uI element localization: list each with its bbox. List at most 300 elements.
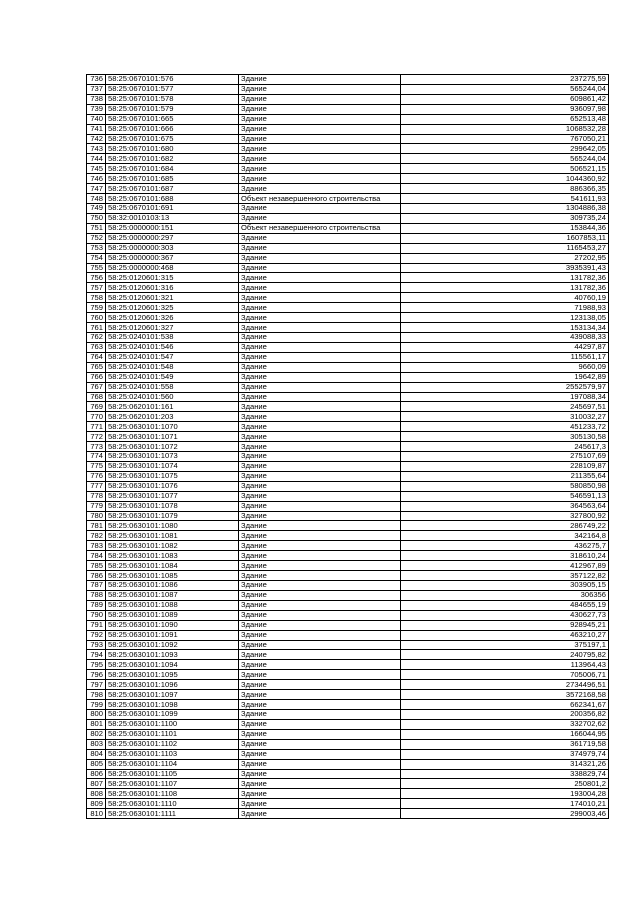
table-row [87, 342, 609, 352]
table-row [87, 581, 609, 591]
table-row [87, 769, 609, 779]
row-number: 808 [87, 789, 106, 799]
cadastral-number: 58:25:0120601:321 [106, 293, 239, 303]
cadastral-number: 58:25:0670101:691 [106, 203, 239, 213]
cadastral-value: 193004,28 [401, 789, 609, 799]
row-number: 788 [87, 590, 106, 600]
cadastral-number: 58:25:0240101:547 [106, 352, 239, 362]
object-type: Здание [239, 511, 401, 521]
cadastral-number: 58:25:0630101:1088 [106, 600, 239, 610]
cadastral-value: 166044,95 [401, 729, 609, 739]
cadastral-value: 245617,3 [401, 442, 609, 452]
cadastral-number: 58:25:0630101:1094 [106, 660, 239, 670]
cadastral-number: 58:25:0630101:1098 [106, 700, 239, 710]
row-number: 802 [87, 729, 106, 739]
table-row [87, 253, 609, 263]
cadastral-number: 58:25:0630101:1103 [106, 749, 239, 759]
row-number: 748 [87, 194, 106, 204]
table-row [87, 104, 609, 114]
cadastral-value: 237275,59 [401, 75, 609, 85]
table-row [87, 630, 609, 640]
object-type: Здание [239, 481, 401, 491]
cadastral-number: 58:25:0630101:1100 [106, 719, 239, 729]
row-number: 777 [87, 481, 106, 491]
cadastral-number: 58:25:0630101:1111 [106, 809, 239, 819]
cadastral-value: 299003,46 [401, 809, 609, 819]
cadastral-number: 58:25:0630101:1082 [106, 541, 239, 551]
table-row [87, 432, 609, 442]
row-number: 778 [87, 491, 106, 501]
cadastral-number: 58:25:0670101:577 [106, 84, 239, 94]
cadastral-value: 361719,58 [401, 739, 609, 749]
table-row [87, 452, 609, 462]
row-number: 754 [87, 253, 106, 263]
cadastral-value: 430627,73 [401, 610, 609, 620]
cadastral-number: 58:32:0010103:13 [106, 213, 239, 223]
object-type: Здание [239, 729, 401, 739]
table-row [87, 94, 609, 104]
table-row [87, 293, 609, 303]
object-type: Здание [239, 581, 401, 591]
cadastral-number: 58:25:0630101:1107 [106, 779, 239, 789]
table-row [87, 809, 609, 819]
cadastral-number: 58:25:0630101:1092 [106, 640, 239, 650]
row-number: 786 [87, 571, 106, 581]
object-type: Здание [239, 620, 401, 630]
row-number: 770 [87, 412, 106, 422]
cadastral-number: 58:25:0630101:1072 [106, 442, 239, 452]
cadastral-value: 19642,89 [401, 372, 609, 382]
object-type: Здание [239, 94, 401, 104]
object-type: Здание [239, 789, 401, 799]
object-type: Здание [239, 174, 401, 184]
row-number: 762 [87, 332, 106, 342]
row-number: 796 [87, 670, 106, 680]
object-type: Здание [239, 779, 401, 789]
object-type: Здание [239, 650, 401, 660]
table-row [87, 422, 609, 432]
object-type: Здание [239, 600, 401, 610]
row-number: 800 [87, 710, 106, 720]
cadastral-number: 58:25:0630101:1085 [106, 571, 239, 581]
object-type: Здание [239, 342, 401, 352]
table-row [87, 620, 609, 630]
object-type: Здание [239, 84, 401, 94]
row-number: 760 [87, 313, 106, 323]
object-type: Здание [239, 323, 401, 333]
table-row [87, 749, 609, 759]
object-type: Здание [239, 154, 401, 164]
table-row [87, 84, 609, 94]
object-type: Здание [239, 243, 401, 253]
object-type: Здание [239, 253, 401, 263]
cadastral-number: 58:25:0630101:1105 [106, 769, 239, 779]
table-row [87, 650, 609, 660]
table-row [87, 144, 609, 154]
cadastral-value: 375197,1 [401, 640, 609, 650]
object-type: Здание [239, 213, 401, 223]
row-number: 782 [87, 531, 106, 541]
cadastral-number: 58:25:0240101:538 [106, 332, 239, 342]
cadastral-value: 484655,19 [401, 600, 609, 610]
row-number: 753 [87, 243, 106, 253]
row-number: 746 [87, 174, 106, 184]
cadastral-value: 228109,87 [401, 461, 609, 471]
cadastral-value: 9660,09 [401, 362, 609, 372]
row-number: 740 [87, 114, 106, 124]
row-number: 781 [87, 521, 106, 531]
row-number: 804 [87, 749, 106, 759]
cadastral-value: 303905,15 [401, 581, 609, 591]
object-type: Здание [239, 412, 401, 422]
cadastral-value: 705006,71 [401, 670, 609, 680]
cadastral-number: 58:25:0240101:560 [106, 392, 239, 402]
object-type: Здание [239, 640, 401, 650]
cadastral-number: 58:25:0670101:685 [106, 174, 239, 184]
object-type: Здание [239, 352, 401, 362]
cadastral-number: 58:25:0630101:1108 [106, 789, 239, 799]
row-number: 751 [87, 223, 106, 233]
object-type: Здание [239, 610, 401, 620]
object-type: Здание [239, 590, 401, 600]
cadastral-number: 58:25:0620101:161 [106, 402, 239, 412]
cadastral-value: 546591,13 [401, 491, 609, 501]
row-number: 809 [87, 799, 106, 809]
cadastral-value: 332702,62 [401, 719, 609, 729]
cadastral-value: 131782,36 [401, 273, 609, 283]
row-number: 752 [87, 233, 106, 243]
cadastral-value: 886366,35 [401, 184, 609, 194]
cadastral-value: 306356 [401, 590, 609, 600]
cadastral-number: 58:25:0630101:1084 [106, 561, 239, 571]
cadastral-number: 58:25:0120601:327 [106, 323, 239, 333]
object-type: Здание [239, 303, 401, 313]
cadastral-value: 412967,89 [401, 561, 609, 571]
cadastral-value: 652513,48 [401, 114, 609, 124]
object-type: Здание [239, 203, 401, 213]
table-row [87, 670, 609, 680]
table-row [87, 571, 609, 581]
table-row [87, 541, 609, 551]
cadastral-value: 565244,04 [401, 154, 609, 164]
cadastral-value: 314321,26 [401, 759, 609, 769]
row-number: 801 [87, 719, 106, 729]
object-type: Здание [239, 719, 401, 729]
object-type: Здание [239, 283, 401, 293]
table-row [87, 521, 609, 531]
cadastral-number: 58:25:0630101:1093 [106, 650, 239, 660]
row-number: 793 [87, 640, 106, 650]
object-type: Объект незавершенного строительства [239, 194, 401, 204]
cadastral-value: 1068532,28 [401, 124, 609, 134]
row-number: 790 [87, 610, 106, 620]
row-number: 805 [87, 759, 106, 769]
cadastral-value: 131782,36 [401, 283, 609, 293]
object-type: Здание [239, 313, 401, 323]
table-row [87, 442, 609, 452]
cadastral-number: 58:25:0630101:1096 [106, 680, 239, 690]
table-row [87, 194, 609, 204]
row-number: 742 [87, 134, 106, 144]
table-row [87, 700, 609, 710]
object-type: Здание [239, 561, 401, 571]
object-type: Здание [239, 759, 401, 769]
cadastral-value: 71988,93 [401, 303, 609, 313]
cadastral-number: 58:25:0120601:316 [106, 283, 239, 293]
object-type: Здание [239, 571, 401, 581]
cadastral-value: 580850,98 [401, 481, 609, 491]
row-number: 736 [87, 75, 106, 85]
cadastral-number: 58:25:0240101:558 [106, 382, 239, 392]
row-number: 745 [87, 164, 106, 174]
cadastral-value: 286749,22 [401, 521, 609, 531]
row-number: 738 [87, 94, 106, 104]
table-row [87, 501, 609, 511]
cadastral-value: 342164,8 [401, 531, 609, 541]
cadastral-value: 541611,93 [401, 194, 609, 204]
table-row [87, 303, 609, 313]
cadastral-number: 58:25:0240101:549 [106, 372, 239, 382]
row-number: 756 [87, 273, 106, 283]
table-row [87, 481, 609, 491]
table-row [87, 471, 609, 481]
table-row [87, 779, 609, 789]
cadastral-number: 58:25:0630101:1104 [106, 759, 239, 769]
object-type: Здание [239, 332, 401, 342]
table-row [87, 551, 609, 561]
table-row [87, 114, 609, 124]
cadastral-number: 58:25:0120601:325 [106, 303, 239, 313]
cadastral-value: 374979,74 [401, 749, 609, 759]
table-row [87, 332, 609, 342]
object-type: Здание [239, 422, 401, 432]
cadastral-number: 58:25:0630101:1078 [106, 501, 239, 511]
row-number: 798 [87, 690, 106, 700]
object-type: Здание [239, 104, 401, 114]
table-row [87, 174, 609, 184]
table-row [87, 233, 609, 243]
cadastral-number: 58:25:0620101:203 [106, 412, 239, 422]
row-number: 747 [87, 184, 106, 194]
table-row [87, 511, 609, 521]
table-row [87, 382, 609, 392]
object-type: Здание [239, 263, 401, 273]
cadastral-number: 58:25:0630101:1074 [106, 461, 239, 471]
cadastral-value: 174010,21 [401, 799, 609, 809]
row-number: 776 [87, 471, 106, 481]
row-number: 769 [87, 402, 106, 412]
cadastral-number: 58:25:0630101:1080 [106, 521, 239, 531]
cadastral-number: 58:25:0630101:1087 [106, 590, 239, 600]
table-body [87, 75, 609, 819]
row-number: 806 [87, 769, 106, 779]
cadastral-value: 506521,15 [401, 164, 609, 174]
cadastral-value: 318610,24 [401, 551, 609, 561]
table-row [87, 491, 609, 501]
cadastral-value: 327800,92 [401, 511, 609, 521]
cadastral-number: 58:25:0630101:1102 [106, 739, 239, 749]
row-number: 795 [87, 660, 106, 670]
object-type: Здание [239, 749, 401, 759]
cadastral-value: 451233,72 [401, 422, 609, 432]
cadastral-value: 115561,17 [401, 352, 609, 362]
row-number: 783 [87, 541, 106, 551]
table-row [87, 729, 609, 739]
cadastral-value: 565244,04 [401, 84, 609, 94]
row-number: 767 [87, 382, 106, 392]
table-row [87, 660, 609, 670]
cadastral-number: 58:25:0630101:1079 [106, 511, 239, 521]
object-type: Здание [239, 134, 401, 144]
cadastral-number: 58:25:0630101:1075 [106, 471, 239, 481]
object-type: Здание [239, 551, 401, 561]
table-row [87, 412, 609, 422]
cadastral-value: 200356,82 [401, 710, 609, 720]
object-type: Здание [239, 432, 401, 442]
table-row [87, 759, 609, 769]
table-row [87, 134, 609, 144]
row-number: 757 [87, 283, 106, 293]
cadastral-number: 58:25:0120601:315 [106, 273, 239, 283]
row-number: 774 [87, 452, 106, 462]
table-row [87, 680, 609, 690]
cadastral-number: 58:25:0670101:687 [106, 184, 239, 194]
cadastral-number: 58:25:0630101:1070 [106, 422, 239, 432]
cadastral-value: 211355,64 [401, 471, 609, 481]
cadastral-number: 58:25:0000000:297 [106, 233, 239, 243]
cadastral-number: 58:25:0630101:1089 [106, 610, 239, 620]
cadastral-number: 58:25:0670101:675 [106, 134, 239, 144]
cadastral-number: 58:25:0670101:576 [106, 75, 239, 85]
row-number: 780 [87, 511, 106, 521]
row-number: 764 [87, 352, 106, 362]
cadastral-value: 197088,34 [401, 392, 609, 402]
cadastral-value: 27202,95 [401, 253, 609, 263]
cadastral-number: 58:25:0630101:1073 [106, 452, 239, 462]
row-number: 739 [87, 104, 106, 114]
cadastral-value: 936097,98 [401, 104, 609, 114]
table-row [87, 531, 609, 541]
object-type: Здание [239, 144, 401, 154]
cadastral-value: 44297,87 [401, 342, 609, 352]
table-row [87, 203, 609, 213]
object-type: Здание [239, 362, 401, 372]
object-type: Здание [239, 442, 401, 452]
table-row [87, 640, 609, 650]
object-type: Здание [239, 372, 401, 382]
object-type: Здание [239, 392, 401, 402]
object-type: Здание [239, 184, 401, 194]
object-type: Здание [239, 124, 401, 134]
row-number: 744 [87, 154, 106, 164]
row-number: 775 [87, 461, 106, 471]
row-number: 791 [87, 620, 106, 630]
object-type: Здание [239, 630, 401, 640]
row-number: 755 [87, 263, 106, 273]
table-row [87, 610, 609, 620]
row-number: 803 [87, 739, 106, 749]
row-number: 785 [87, 561, 106, 571]
table-row [87, 372, 609, 382]
table-row [87, 154, 609, 164]
cadastral-value: 250801,2 [401, 779, 609, 789]
table-row [87, 223, 609, 233]
table-row [87, 184, 609, 194]
object-type: Здание [239, 700, 401, 710]
cadastral-value: 1304886,38 [401, 203, 609, 213]
cadastral-value: 153134,34 [401, 323, 609, 333]
table-row [87, 362, 609, 372]
cadastral-value: 463210,27 [401, 630, 609, 640]
table-row [87, 323, 609, 333]
row-number: 771 [87, 422, 106, 432]
object-type: Здание [239, 293, 401, 303]
cadastral-number: 58:25:0630101:1086 [106, 581, 239, 591]
object-type: Здание [239, 739, 401, 749]
cadastral-value-table [86, 74, 609, 819]
cadastral-number: 58:25:0670101:666 [106, 124, 239, 134]
cadastral-value: 3572168,58 [401, 690, 609, 700]
cadastral-value: 240795,82 [401, 650, 609, 660]
cadastral-value: 2734496,51 [401, 680, 609, 690]
table-row [87, 313, 609, 323]
table-row [87, 352, 609, 362]
cadastral-value: 338829,74 [401, 769, 609, 779]
cadastral-value: 3935391,43 [401, 263, 609, 273]
object-type: Здание [239, 769, 401, 779]
cadastral-number: 58:25:0240101:548 [106, 362, 239, 372]
cadastral-number: 58:25:0670101:578 [106, 94, 239, 104]
object-type: Здание [239, 521, 401, 531]
object-type: Здание [239, 461, 401, 471]
table-row [87, 402, 609, 412]
cadastral-value: 2552579,97 [401, 382, 609, 392]
object-type: Здание [239, 799, 401, 809]
object-type: Здание [239, 382, 401, 392]
cadastral-value: 309735,24 [401, 213, 609, 223]
cadastral-number: 58:25:0670101:684 [106, 164, 239, 174]
object-type: Объект незавершенного строительства [239, 223, 401, 233]
row-number: 779 [87, 501, 106, 511]
table-row [87, 273, 609, 283]
row-number: 761 [87, 323, 106, 333]
table-row [87, 799, 609, 809]
cadastral-number: 58:25:0630101:1110 [106, 799, 239, 809]
cadastral-value: 1165453,27 [401, 243, 609, 253]
cadastral-number: 58:25:0630101:1076 [106, 481, 239, 491]
cadastral-value: 305130,58 [401, 432, 609, 442]
cadastral-value: 113964,43 [401, 660, 609, 670]
row-number: 759 [87, 303, 106, 313]
table-row [87, 719, 609, 729]
cadastral-value: 662341,67 [401, 700, 609, 710]
row-number: 773 [87, 442, 106, 452]
row-number: 766 [87, 372, 106, 382]
row-number: 737 [87, 84, 106, 94]
table-row [87, 283, 609, 293]
cadastral-number: 58:25:0240101:546 [106, 342, 239, 352]
row-number: 810 [87, 809, 106, 819]
object-type: Здание [239, 690, 401, 700]
cadastral-number: 58:25:0670101:688 [106, 194, 239, 204]
cadastral-value: 1607853,11 [401, 233, 609, 243]
row-number: 765 [87, 362, 106, 372]
cadastral-number: 58:25:0630101:1083 [106, 551, 239, 561]
table-row [87, 600, 609, 610]
cadastral-number: 58:25:0630101:1101 [106, 729, 239, 739]
cadastral-number: 58:25:0630101:1071 [106, 432, 239, 442]
cadastral-number: 58:25:0630101:1095 [106, 670, 239, 680]
